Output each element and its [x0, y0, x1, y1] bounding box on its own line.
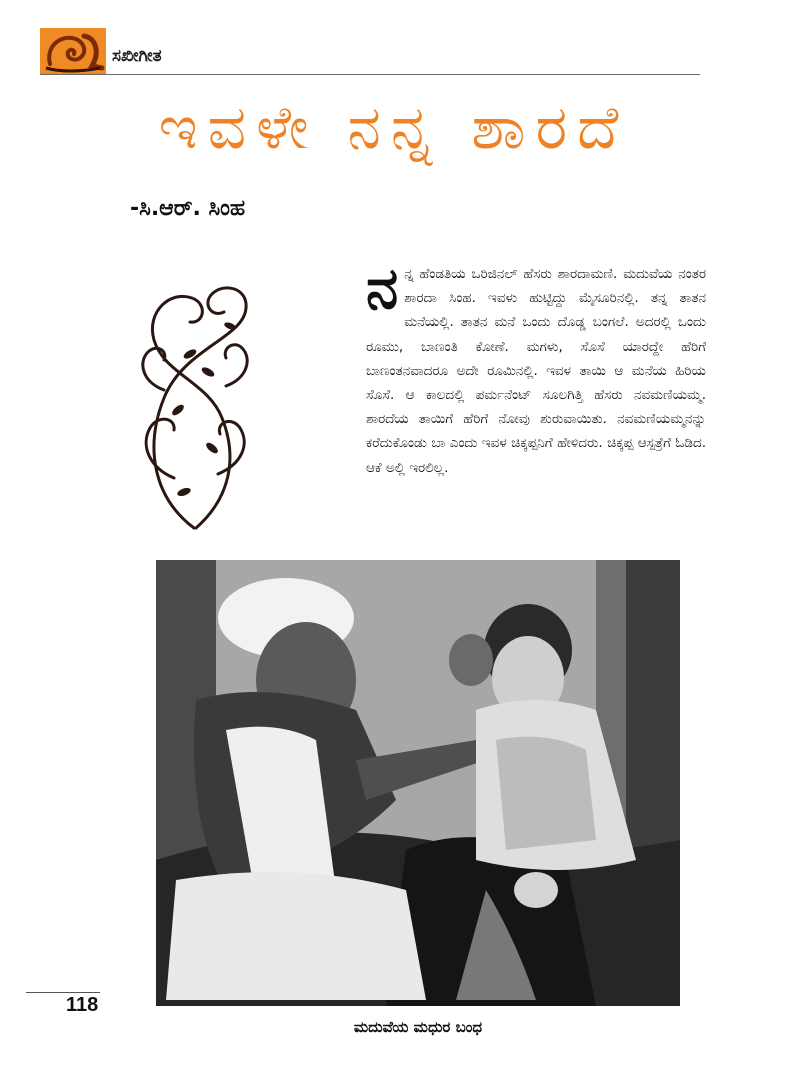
section-label: ಸಖೀಗೀತ [112, 46, 162, 66]
article-author: -ಸಿ.ಆರ್. ಸಿಂಹ [130, 196, 246, 221]
page-number: 118 [66, 994, 99, 1016]
article-title: ಇವಳೇ ನನ್ನ ಶಾರದೆ [158, 93, 629, 163]
page-number-rule [26, 992, 100, 993]
header-divider [40, 74, 700, 75]
wedding-photo [156, 560, 680, 1006]
wedding-photo-image [156, 560, 680, 1006]
photo-caption: ಮದುವೆಯ ಮಧುರ ಬಂಧ [353, 1018, 483, 1036]
drop-cap: ನ [366, 254, 399, 322]
article-text: ನ್ನ ಹೆಂಡತಿಯ ಒರಿಜಿನಲ್ ಹೆಸರು ಶಾರದಾಮಣಿ. ಮದುವೆಯ ನಂತರ ಶಾರದಾ ಸಿಂಹ. ಇವಳು ಹುಟ್ಟಿದ್ದು ಮೈಸೂರಿನಲ್ಲಿ. ತನ್ನ ತಾತನ ಮನೆಯಲ್ಲಿ. ತಾತನ ಮನೆ ಒಂದು ದೊಡ್ಡ ಬಂಗಲೆ. ಅದರಲ್ಲಿ ಒಂದು ರೂಮು, ಬಾಣಂತಿ ಕೋಣೆ. ಮಗಳು, ಸೊಸೆ ಯಾರದ್ದೇ ಹೆರಿಗೆ ಬಾಣಂತನವಾದರೂ ಅದೇ ರೂಮಿನಲ್ಲಿ. ಇವಳ ತಾಯಿ ಆ ಮನೆಯ ಹಿರಿಯ ಸೊಸೆ. ಆ ಕಾಲದಲ್ಲಿ ಪರ್ಮನೆಂಟ್ ಸೂಲಗಿತ್ತಿ ಹೆಸರು ನವಮಣಿಯಮ್ಮ. ಶಾರದೆಯ ತಾಯಿಗೆ ಹೆರಿಗೆ ನೋವು ಶುರುವಾಯಿತು. ನವಮಣಿಯಮ್ಮನನ್ನು ಕರೆದುಕೊಂಡು ಬಾ ಎಂದು ಇವಳ ಚಿಕ್ಕಪ್ಪನಿಗೆ ಹೇಳಿದರು. ಚಿಕ್ಕಪ್ಪ ಆಸ್ಪತ್ರೆಗೆ ಓಡಿದ. ಆಕೆ ಅಲ್ಲಿ ಇರಲಿಲ್ಲ. [366, 266, 706, 476]
page-header [40, 28, 700, 74]
swirl-ornament-icon [134, 278, 254, 532]
magazine-logo-icon [40, 28, 106, 74]
article-body [366, 254, 706, 480]
